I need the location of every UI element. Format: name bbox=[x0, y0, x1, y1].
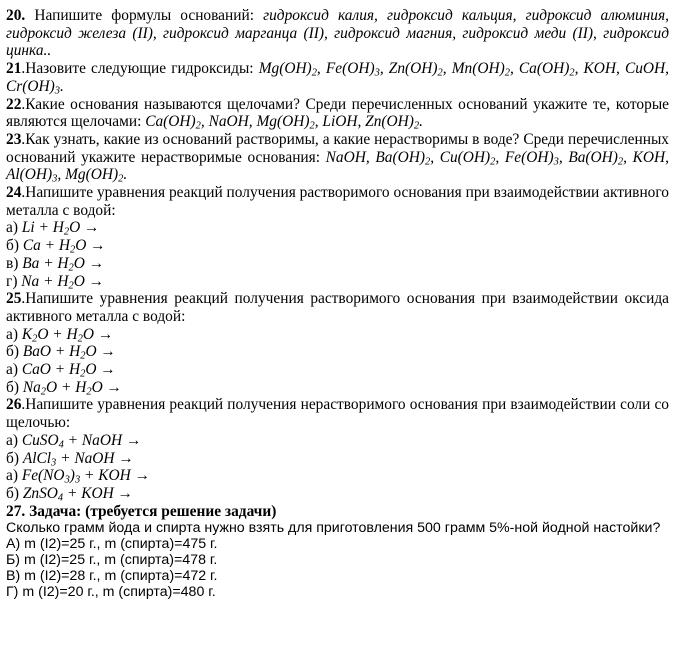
hydroxide-names-list: гидроксид калия, гидроксид кальция, гидроксид алюминия, гидроксид железа (II), гидроксид марганца (II), гидроксид магния, гидроксид меди (II), гидроксид цинка.. bbox=[6, 7, 669, 60]
reaction-item: б) AlCl$_3$ + NaOH → bbox=[6, 449, 134, 469]
question-number: 20. bbox=[6, 7, 26, 24]
question-20 bbox=[6, 7, 669, 60]
question-number: 25 bbox=[6, 290, 22, 308]
question-text: .Напишите уравнения реакций получения нерастворимого основания при взаимодействии соли со щелочью: bbox=[6, 396, 669, 432]
question-27-text: Сколько грамм йода и спирта нужно взять для приготовления 500 грамм 5%-ной йодной настойки? bbox=[6, 520, 661, 537]
reaction-item: а) CaO + $H_2O$ → bbox=[6, 361, 116, 380]
question-number: 23 bbox=[6, 130, 22, 148]
answer-option-c: В) m (I2)=28 г., m (спирта)=472 г. bbox=[6, 568, 218, 585]
answer-option-d: Г) m (I2)=20 г., m (спирта)=480 г. bbox=[6, 584, 216, 601]
question-number: 24 bbox=[6, 184, 22, 202]
question-text: .Назовите следующие гидроксиды: bbox=[21, 60, 259, 78]
question-23 bbox=[6, 131, 669, 184]
formula-list: $Mg(OH)_2$, $Fe(OH)_3$, $Zn(OH)_2$, $Mn(OH)_2$, $Ca(OH)_2$, KOH, CuOH, $Cr(OH)_3$. bbox=[6, 60, 669, 97]
reaction-item: г) $Na + H_2O$ → bbox=[6, 272, 105, 292]
reaction-item: б) $Ca + H_2O$ → bbox=[6, 237, 106, 256]
answer-option-a: А) m (I2)=25 г., m (спирта)=475 г. bbox=[6, 536, 218, 553]
question-text: .Напишите уравнения реакций получения растворимого основания при взаимодействии активного металла с водой: bbox=[6, 184, 669, 219]
question-24 bbox=[6, 184, 669, 219]
question-text: .Какие основания называются щелочами? Среди перечисленных оснований укажите те, которые являются щелочами: bbox=[6, 95, 669, 131]
question-26 bbox=[6, 396, 669, 431]
formula-list: NaOH, $Ba(OH)_2$, $Cu(OH)_2$, $Fe(OH)_3$, $Ba(OH)_2$, KOH, $Al(OH)_3$, $Mg(OH)_2$. bbox=[6, 148, 669, 185]
question-text: .Как узнать, какие из оснований растворимы, а какие нерастворимы в воде? Среди перечисленных оснований укажите нерастворимые основания: bbox=[6, 130, 669, 166]
question-text: Напишите формулы оснований: bbox=[25, 7, 264, 24]
reaction-item: б) $Na_2O + H_2O$ → bbox=[6, 378, 122, 398]
reaction-item: а) $Li + H_2O$ → bbox=[6, 219, 100, 239]
question-text: .Напишите уравнения реакций получения растворимого основания при взаимодействии оксида активного металла с водой: bbox=[6, 290, 669, 325]
reaction-item: б) BaO + $H_2O$ → bbox=[6, 343, 116, 362]
formula-list: $Ca(OH)_2$, NaOH, $Mg(OH)_2$, LiOH, $Zn(OH)_2$. bbox=[145, 113, 423, 132]
question-27-title: 27. Задача: (требуется решение задачи) bbox=[6, 502, 277, 520]
answer-option-b: Б) m (I2)=25 г., m (спирта)=478 г. bbox=[6, 552, 218, 569]
reaction-item: б) ZnSO$_4$ + KOH → bbox=[6, 484, 133, 504]
question-number: 21 bbox=[6, 60, 22, 78]
question-number: 26 bbox=[6, 396, 22, 414]
question-21 bbox=[6, 60, 669, 95]
question-25 bbox=[6, 290, 669, 325]
reaction-item: а) $Fe(NO_3)_3$ + KOH → bbox=[6, 467, 150, 486]
reaction-item: а) CuSO$_4$ + NaOH → bbox=[6, 431, 142, 451]
reaction-item: в) $Ba + H_2O$ → bbox=[6, 254, 105, 274]
reaction-item: а) $K_2O + H_2O$ → bbox=[6, 325, 114, 345]
question-22 bbox=[6, 96, 669, 131]
question-number: 22 bbox=[6, 95, 22, 113]
